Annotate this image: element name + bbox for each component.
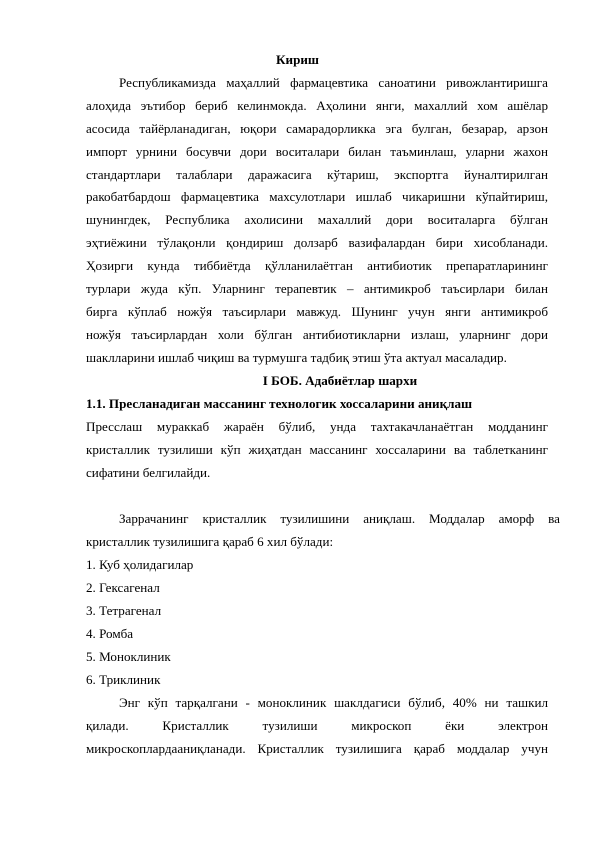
text-line: алоҳида эътибор бериб келинмокда. Аҳолини янги, махаллий хом ашёлар	[86, 97, 548, 113]
page-title: Кириш	[276, 52, 319, 67]
list-item: 6. Триклиник	[86, 671, 161, 687]
text-line: Республикамизда маҳаллий фармацевтика саноатини ривожлантиришга	[119, 75, 548, 90]
text-line: Энг кўп тарқалгани - моноклиник шаклдагиси бўлиб, 40% ни ташкил	[119, 695, 548, 710]
paragraph-monoclinic	[86, 692, 548, 761]
text-line: кристаллик тузилишига қараб 6 хил бўлади:	[86, 533, 334, 549]
text-line: бирга кўплаб ножўя таъсирлари мавжуд. Шунинг учун янги антимикроб	[86, 303, 548, 319]
text-line: стандартлари талаблари даражасига кўтариш, экспортга йуналтирилган	[86, 166, 548, 182]
text-line: турлари жуда кўп. Уларнинг терапевтик – антимикроб таъсирлари билан	[86, 281, 548, 297]
text-line: ножўя таъсирлардан холи бўлган антибиотикларни излаш, уларнинг дори	[86, 326, 548, 342]
section-title: 1.1. Пресланадиган массанинг технологик хоссаларини аниқлаш	[86, 396, 473, 411]
chapter-title: I БОБ. Адабиётлар шархи	[262, 373, 418, 388]
text-line: кристаллик тузилиши кўп жиҳатдан массанинг хоссаларини ва таблетканинг	[86, 441, 548, 457]
crystal-types-list	[86, 554, 548, 691]
text-line: импорт урнини босувчи дори воситалари билан таъминлаш, уларни жахон	[86, 143, 548, 159]
intro-paragraph	[86, 72, 548, 370]
list-item: 2. Гексагенал	[86, 579, 160, 595]
text-line: эҳтиёжини тўлақонли қондириш долзарб вазифалардан бири хисобланади.	[86, 235, 548, 251]
text-line: Пресслаш мураккаб жараён бўлиб, унда тахтакачланаётган модданинг	[86, 419, 548, 434]
text-line: сифатини белгилайди.	[86, 464, 211, 480]
text-line: Ҳозирги кунда тиббиётда қўлланилаётган антибиотик препаратларининг	[86, 258, 548, 274]
paragraph-pressing	[86, 416, 548, 485]
list-item: 5. Моноклиник	[86, 648, 171, 664]
list-item: 1. Куб ҳолидагилар	[86, 557, 194, 572]
text-line: шаклларини ишлаб чиқиш ва турмушга тадбиқ этиш ўта актуал масаладир.	[86, 349, 507, 365]
text-line: ракобатбардош фармацевтика махсулотлари ишлаб чикаришни кўпайтириш,	[86, 189, 548, 205]
list-item: 4. Ромба	[86, 625, 134, 641]
text-line: Заррачанинг кристаллик тузилишини аниқлаш. Моддалар аморф ва	[119, 511, 560, 526]
text-line: қилади. Кристаллик тузилиши микроскоп ёки электрон	[86, 717, 548, 733]
list-item: 3. Тетрагенал	[86, 602, 162, 618]
text-line: микроскоплардааниқланади. Кристаллик тузилишига қараб моддалар учун	[86, 740, 548, 756]
paragraph-crystal	[86, 508, 560, 554]
text-line: асосида тайёрланадиган, юқори самарадорликка эга булган, безарар, арзон	[86, 120, 548, 136]
text-line: шунингдек, Республика ахолисини махаллий дори воситаларга бўлган	[86, 212, 548, 228]
